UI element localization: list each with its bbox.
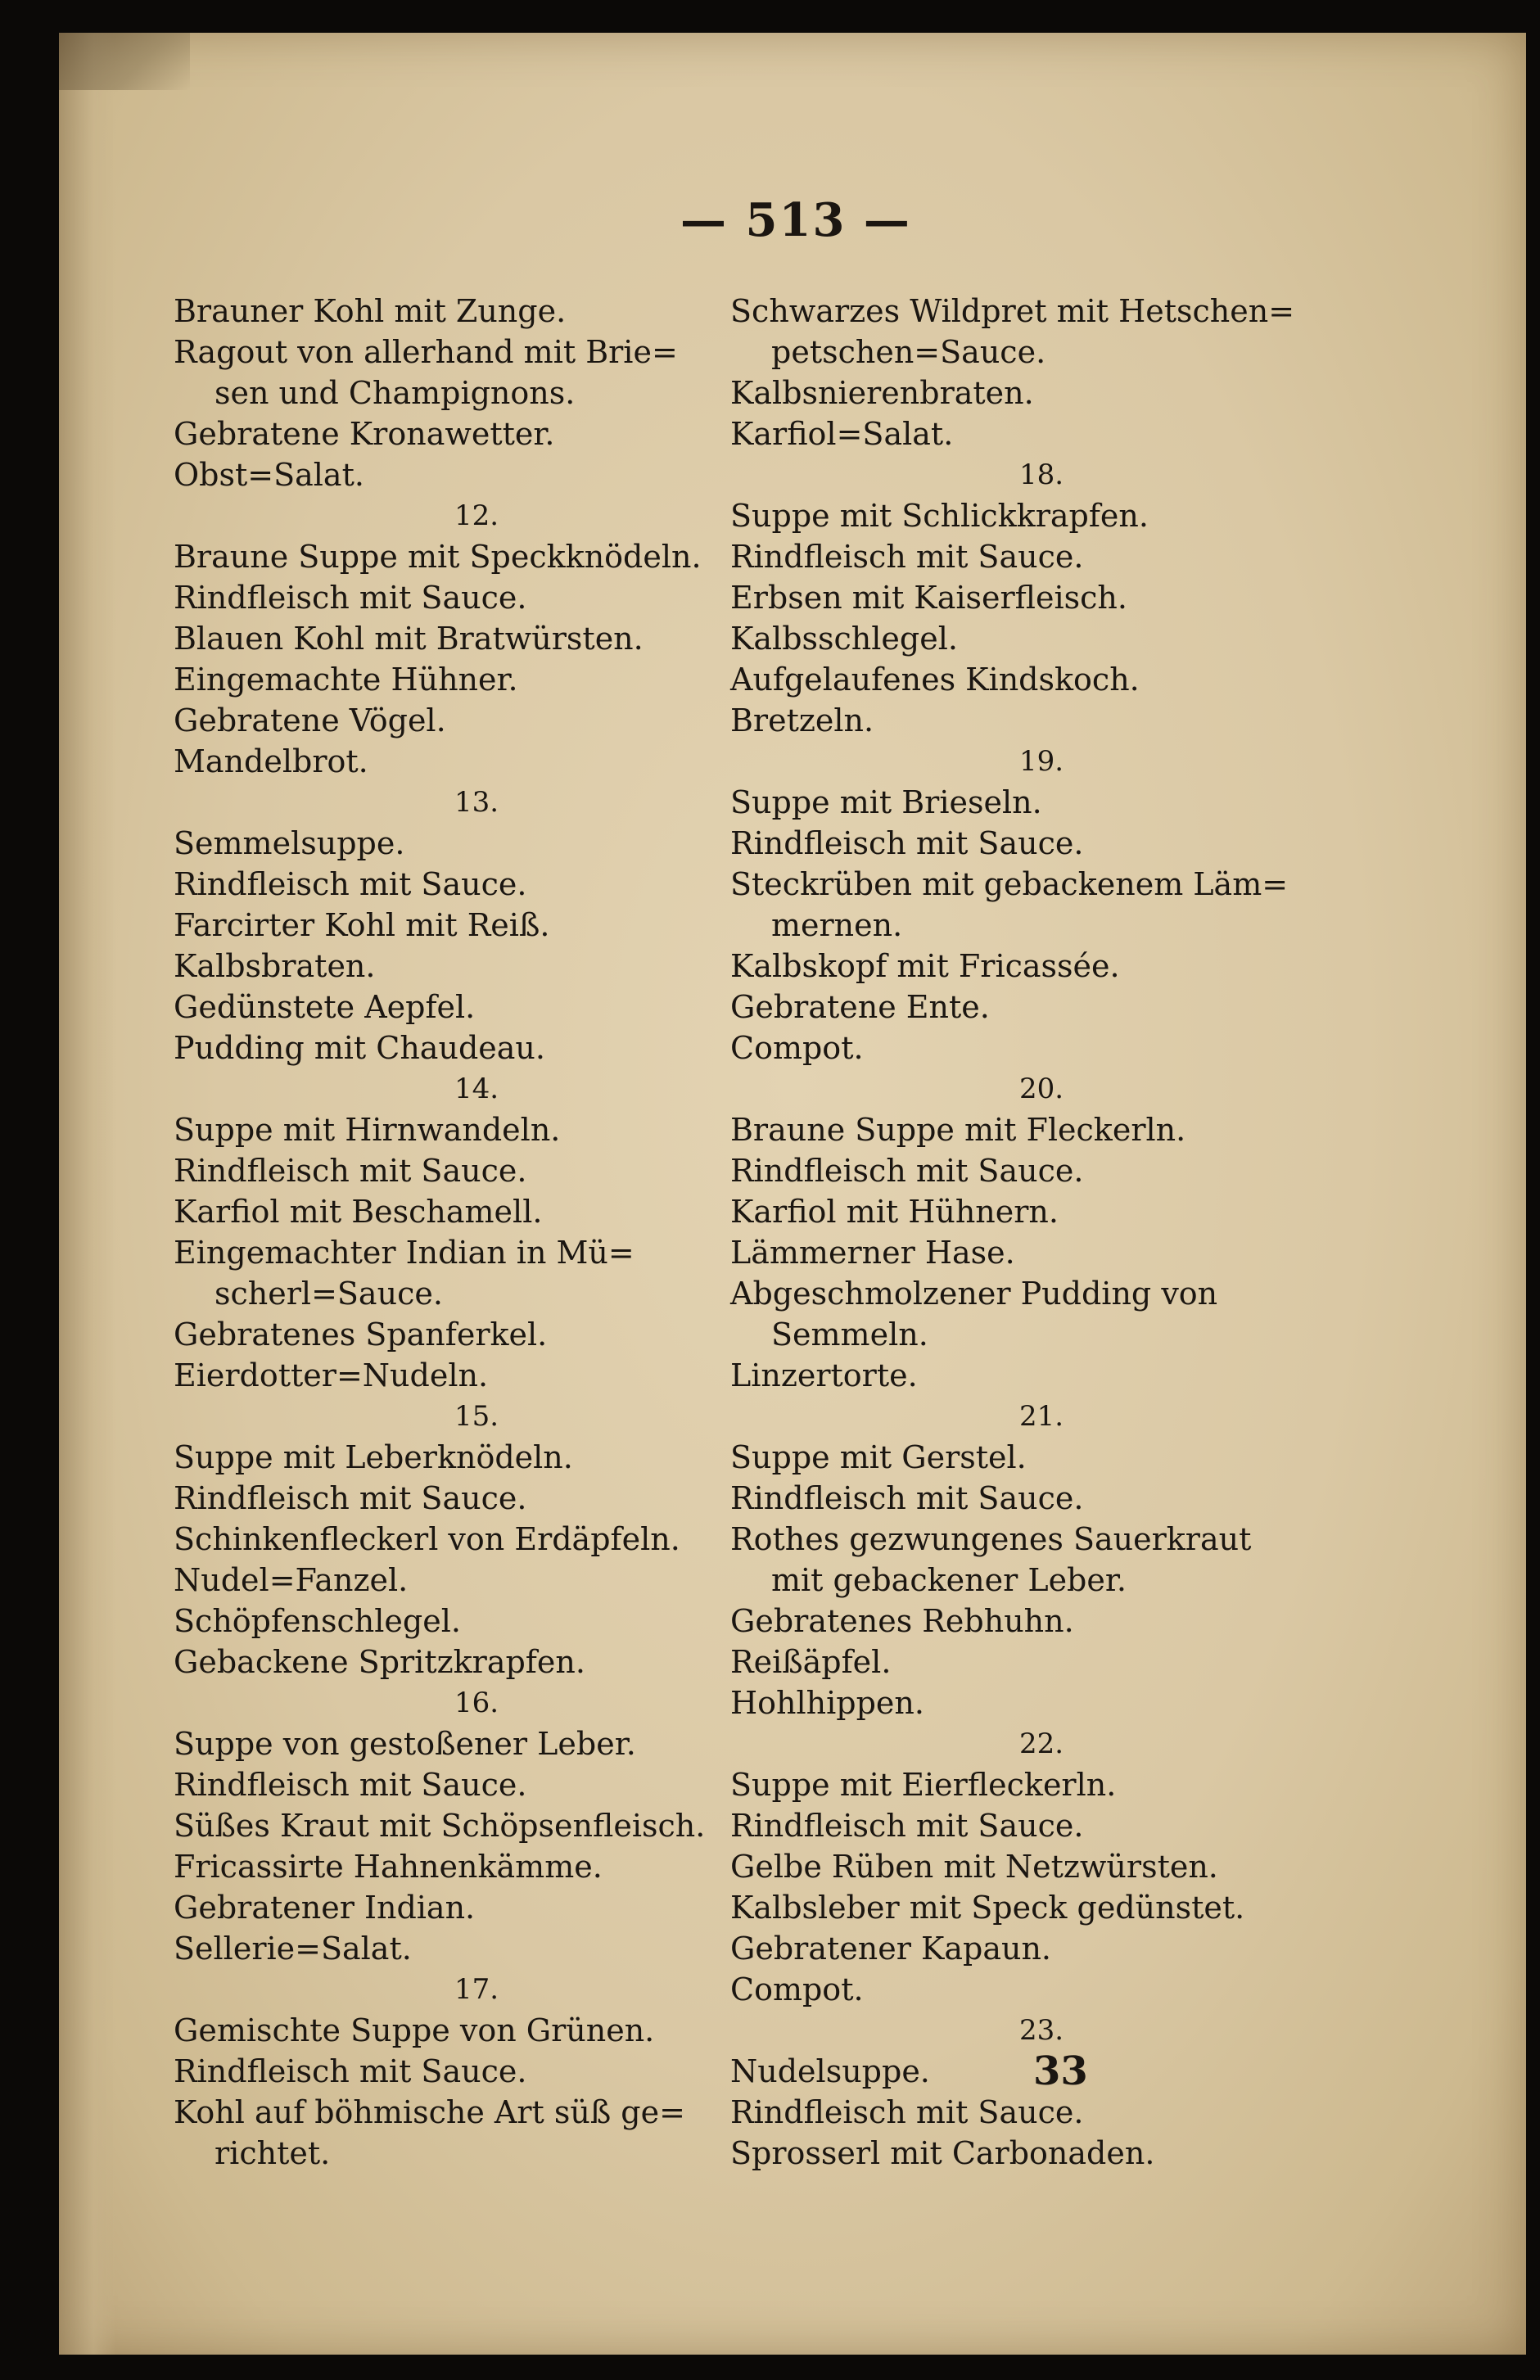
menu-dish: Braune Suppe mit Speckknödeln. (174, 539, 702, 575)
menu-dish: Süßes Kraut mit Schöpsenfleisch. (174, 1808, 706, 1844)
menu-dish-continuation: scherl=Sauce. (215, 1276, 443, 1312)
menu-dish: Rindfleisch mit Sauce. (730, 1808, 1084, 1844)
menu-dish: Schwarzes Wildpret mit Hetschen= (730, 293, 1295, 329)
menu-dish: Semmelsuppe. (174, 825, 405, 861)
menu-dish: Eingemachte Hühner. (174, 662, 518, 698)
menu-dish: Blauen Kohl mit Bratwürsten. (174, 621, 644, 657)
menu-number: 14. (454, 1073, 499, 1105)
menu-number: 17. (454, 1973, 499, 2006)
menu-dish: Braune Suppe mit Fleckerln. (730, 1112, 1186, 1148)
menu-dish: Kalbsbraten. (174, 948, 376, 984)
menu-dish: Gemischte Suppe von Grünen. (174, 2012, 655, 2048)
menu-dish: Gelbe Rüben mit Netzwürsten. (730, 1849, 1218, 1885)
menu-dish: Rindfleisch mit Sauce. (730, 1153, 1084, 1189)
menu-dish: Hohlhippen. (730, 1685, 924, 1721)
menu-dish: Compot. (730, 1971, 864, 2007)
menu-dish-continuation: sen und Champignons. (215, 375, 576, 411)
menu-dish: Abgeschmolzener Pudding von (730, 1276, 1218, 1312)
menu-dish: Eierdotter=Nudeln. (174, 1357, 489, 1393)
menu-dish: Karfiol mit Hühnern. (730, 1194, 1059, 1230)
menu-dish: Sellerie=Salat. (174, 1931, 412, 1967)
menu-dish: Fricassirte Hahnenkämme. (174, 1849, 603, 1885)
menu-number: 12. (454, 499, 499, 532)
menu-dish: Erbsen mit Kaiserfleisch. (730, 580, 1127, 616)
menu-number: 20. (1018, 1073, 1064, 1105)
menu-dish: Steckrüben mit gebackenem Läm= (730, 866, 1289, 902)
menu-dish: Suppe mit Eierfleckerln. (730, 1767, 1117, 1803)
menu-dish: Gebratener Indian. (174, 1890, 476, 1926)
menu-dish: Gedünstete Aepfel. (174, 989, 476, 1025)
menu-dish: Gebratenes Rebhuhn. (730, 1603, 1074, 1639)
menu-dish: Kalbsnierenbraten. (730, 375, 1034, 411)
menu-dish: Suppe mit Schlickkrapfen. (730, 498, 1149, 534)
menu-number: 23. (1018, 2014, 1064, 2047)
menu-dish-continuation: mernen. (771, 907, 903, 943)
menu-dish: Reißäpfel. (730, 1644, 892, 1680)
menu-dish: Linzertorte. (730, 1357, 918, 1393)
menu-dish: Karfiol=Salat. (730, 416, 954, 452)
menu-dish: Rindfleisch mit Sauce. (174, 2053, 527, 2089)
right-menu-column (730, 291, 1353, 2174)
menu-dish: Nudelsuppe. (730, 2053, 930, 2089)
menu-dish-continuation: petschen=Sauce. (771, 334, 1046, 370)
menu-dish: Suppe mit Gerstel. (730, 1439, 1027, 1475)
menu-dish: Gebratene Vögel. (174, 702, 446, 738)
menu-dish: Kalbskopf mit Fricassée. (730, 948, 1120, 984)
left-menu-column (174, 291, 779, 2174)
menu-dish: Brauner Kohl mit Zunge. (174, 293, 567, 329)
menu-dish: Rindfleisch mit Sauce. (730, 539, 1084, 575)
menu-dish: Lämmerner Hase. (730, 1235, 1015, 1271)
menu-dish: Gebratenes Spanferkel. (174, 1316, 548, 1353)
torn-corner (59, 33, 190, 90)
menu-dish: Schinkenfleckerl von Erdäpfeln. (174, 1521, 680, 1557)
menu-dish: Pudding mit Chaudeau. (174, 1030, 545, 1066)
menu-dish-continuation: richtet. (215, 2135, 331, 2171)
menu-dish: Rindfleisch mit Sauce. (730, 2094, 1084, 2130)
menu-dish-continuation: Semmeln. (771, 1316, 928, 1353)
menu-dish: Mandelbrot. (174, 743, 368, 779)
menu-dish: Kalbsschlegel. (730, 621, 958, 657)
menu-dish: Gebratene Ente. (730, 989, 990, 1025)
menu-dish: Nudel=Fanzel. (174, 1562, 409, 1598)
menu-dish: Suppe von gestoßener Leber. (174, 1726, 636, 1762)
menu-dish: Ragout von allerhand mit Brie= (174, 334, 678, 370)
menu-dish-continuation: mit gebackener Leber. (771, 1562, 1127, 1598)
menu-number: 18. (1018, 458, 1064, 491)
menu-dish: Obst=Salat. (174, 457, 364, 493)
menu-dish: Rindfleisch mit Sauce. (730, 825, 1084, 861)
menu-dish: Suppe mit Leberknödeln. (174, 1439, 573, 1475)
menu-dish: Farcirter Kohl mit Reiß. (174, 907, 550, 943)
menu-number: 13. (454, 786, 499, 819)
menu-dish: Kalbsleber mit Speck gedünstet. (730, 1890, 1245, 1926)
menu-number: 21. (1018, 1400, 1064, 1433)
signature-mark: 33 (1033, 2048, 1088, 2094)
menu-dish: Rindfleisch mit Sauce. (174, 866, 527, 902)
menu-dish: Rindfleisch mit Sauce. (174, 1480, 527, 1516)
menu-dish: Bretzeln. (730, 702, 874, 738)
menu-dish: Rindfleisch mit Sauce. (174, 1153, 527, 1189)
menu-dish: Gebratene Kronawetter. (174, 416, 555, 452)
menu-dish: Suppe mit Brieseln. (730, 784, 1042, 820)
book-page (59, 33, 1526, 2355)
menu-dish: Gebratener Kapaun. (730, 1931, 1052, 1967)
menu-dish: Rothes gezwungenes Sauerkraut (730, 1521, 1252, 1557)
menu-number: 16. (454, 1687, 499, 1719)
menu-dish: Sprosserl mit Carbonaden. (730, 2135, 1155, 2171)
menu-dish: Rindfleisch mit Sauce. (730, 1480, 1084, 1516)
menu-dish: Kohl auf böhmische Art süß ge= (174, 2094, 685, 2130)
menu-dish: Suppe mit Hirnwandeln. (174, 1112, 561, 1148)
page-number: — 513 — (680, 193, 911, 247)
menu-number: 19. (1018, 745, 1064, 778)
menu-dish: Schöpfenschlegel. (174, 1603, 461, 1639)
menu-dish: Rindfleisch mit Sauce. (174, 580, 527, 616)
menu-dish: Rindfleisch mit Sauce. (174, 1767, 527, 1803)
menu-dish: Gebackene Spritzkrapfen. (174, 1644, 585, 1680)
binding-edge (59, 33, 116, 2355)
menu-dish: Aufgelaufenes Kindskoch. (730, 662, 1140, 698)
menu-number: 15. (454, 1400, 499, 1433)
menu-dish: Karfiol mit Beschamell. (174, 1194, 543, 1230)
menu-dish: Eingemachter Indian in Mü= (174, 1235, 635, 1271)
menu-number: 22. (1018, 1727, 1064, 1760)
menu-dish: Compot. (730, 1030, 864, 1066)
